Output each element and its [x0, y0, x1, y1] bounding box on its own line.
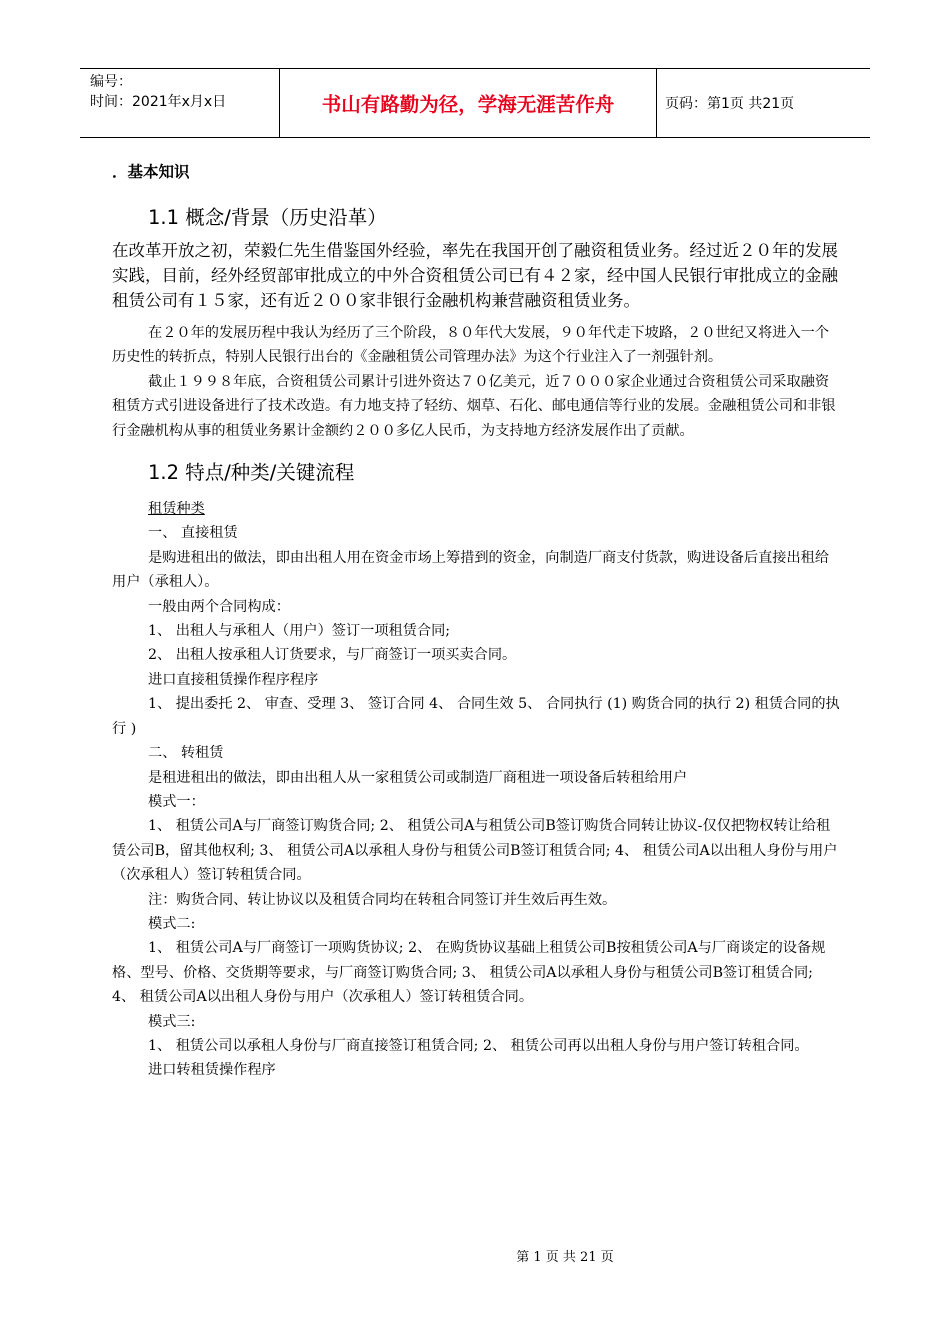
- page-header: [80, 68, 870, 138]
- paragraph: 是购进租出的做法，即由出租人用在资金市场上筹措到的资金，向制造厂商支付货款，购进设备后直接出租给用户（承租人）。: [112, 549, 830, 591]
- code-label: 编号：: [90, 74, 132, 90]
- time-label: 时间：2021年x月x日: [90, 94, 227, 110]
- paragraph: 截止１９９８年底，合资租赁公司累计引进外资达７０亿美元，近７０００家企业通过合资租赁公司采取融资租赁方式引进设备进行了技术改造。有力地支持了轻纺、烟草、石化、邮电通信等行业的发展。金融租赁公司和非银行金融机构从事的租赁业务累计金额约２００多亿人民币，为支持地方经济发展作出了贡献。: [112, 373, 836, 439]
- item-direct-lease: 一、 直接租赁: [148, 525, 238, 542]
- paragraph: 进口直接租赁操作程序程序: [148, 671, 319, 688]
- section-title: ．基本知识: [112, 163, 190, 181]
- list-item: 1、 租赁公司以承租人身份与厂商直接签订租赁合同; 2、 租赁公司再以出租人身份与用户签订转租合同。: [148, 1037, 809, 1054]
- note: 注：购货合同、转让协议以及租赁合同均在转租合同签订并生效后再生效。: [148, 891, 617, 908]
- subheading-lease-types: 租赁种类: [148, 501, 205, 518]
- heading-1-2: 1.2 特点/种类/关键流程: [148, 461, 355, 485]
- list-item: 1、 提出委托 2、 审查、受理 3、 签订合同 4、 合同生效 5、 合同执行 (1) 购货合同的执行 2) 租赁合同的执行 ): [112, 696, 840, 737]
- motto: 书山有路勤为径，学海无涯苦作舟: [280, 69, 657, 137]
- list-item: 2、 出租人按承租人订货要求，与厂商签订一项买卖合同。: [148, 647, 517, 664]
- paragraph: 进口转租赁操作程序: [148, 1062, 276, 1079]
- heading-1-1: 1.1 概念/背景（历史沿革）: [148, 206, 387, 229]
- list-item: 1、 租赁公司A与厂商签订一项购货协议; 2、 在购货协议基础上租赁公司B按租赁公司A与厂商谈定的设备规格、型号、价格、交货期等要求，与厂商签订购货合同; 3、 租赁公司A以承租人身份与租赁公司B签订租赁合同; 4、 租赁公司A以出租人身份与用户（次承租人）签订转租赁合同。: [112, 940, 826, 1006]
- mode-3-label: 模式三:: [148, 1013, 196, 1030]
- mode-2-label: 模式二:: [148, 915, 196, 932]
- paragraph: 一般由两个合同构成：: [148, 598, 290, 615]
- paragraph: 在２０年的发展历程中我认为经历了三个阶段，８０年代大发展，９０年代走下坡路，２０世纪又将进入一个历史性的转折点，特别人民银行出台的《金融租赁公司管理办法》为这个行业注入了一剂强针剂。: [112, 325, 830, 366]
- header-meta: [80, 69, 280, 137]
- item-sublease: 二、 转租赁: [148, 745, 224, 762]
- page-info: 页码：第1页 共21页: [665, 96, 795, 112]
- document-body: [112, 156, 840, 1083]
- list-item: 1、 租赁公司A与厂商签订购货合同; 2、 租赁公司A与租赁公司B签订购货合同转让协议-仅仅把物权转让给租赁公司B，留其他权利; 3、 租赁公司A以承租人身份与租赁公司B签订租赁合同; 4、 租赁公司A以出租人身份与用户（次承租人）签订转租赁合同。: [112, 818, 838, 884]
- intro-paragraph: 在改革开放之初，荣毅仁先生借鉴国外经验，率先在我国开创了融资租赁业务。经过近２０年的发展实践，目前，经外经贸部审批成立的中外合资租赁公司已有４２家，经中国人民银行审批成立的金融租赁公司有１５家，还有近２００家非银行金融机构兼营融资租赁业务。: [112, 241, 838, 310]
- list-item: 1、 出租人与承租人（用户）签订一项租赁合同;: [148, 623, 451, 640]
- page-footer: 第 1 页 共 21 页: [516, 1250, 614, 1265]
- paragraph: 是租进租出的做法，即由出租人从一家租赁公司或制造厂商租进一项设备后转租给用户: [148, 769, 688, 786]
- mode-1-label: 模式一：: [148, 793, 205, 810]
